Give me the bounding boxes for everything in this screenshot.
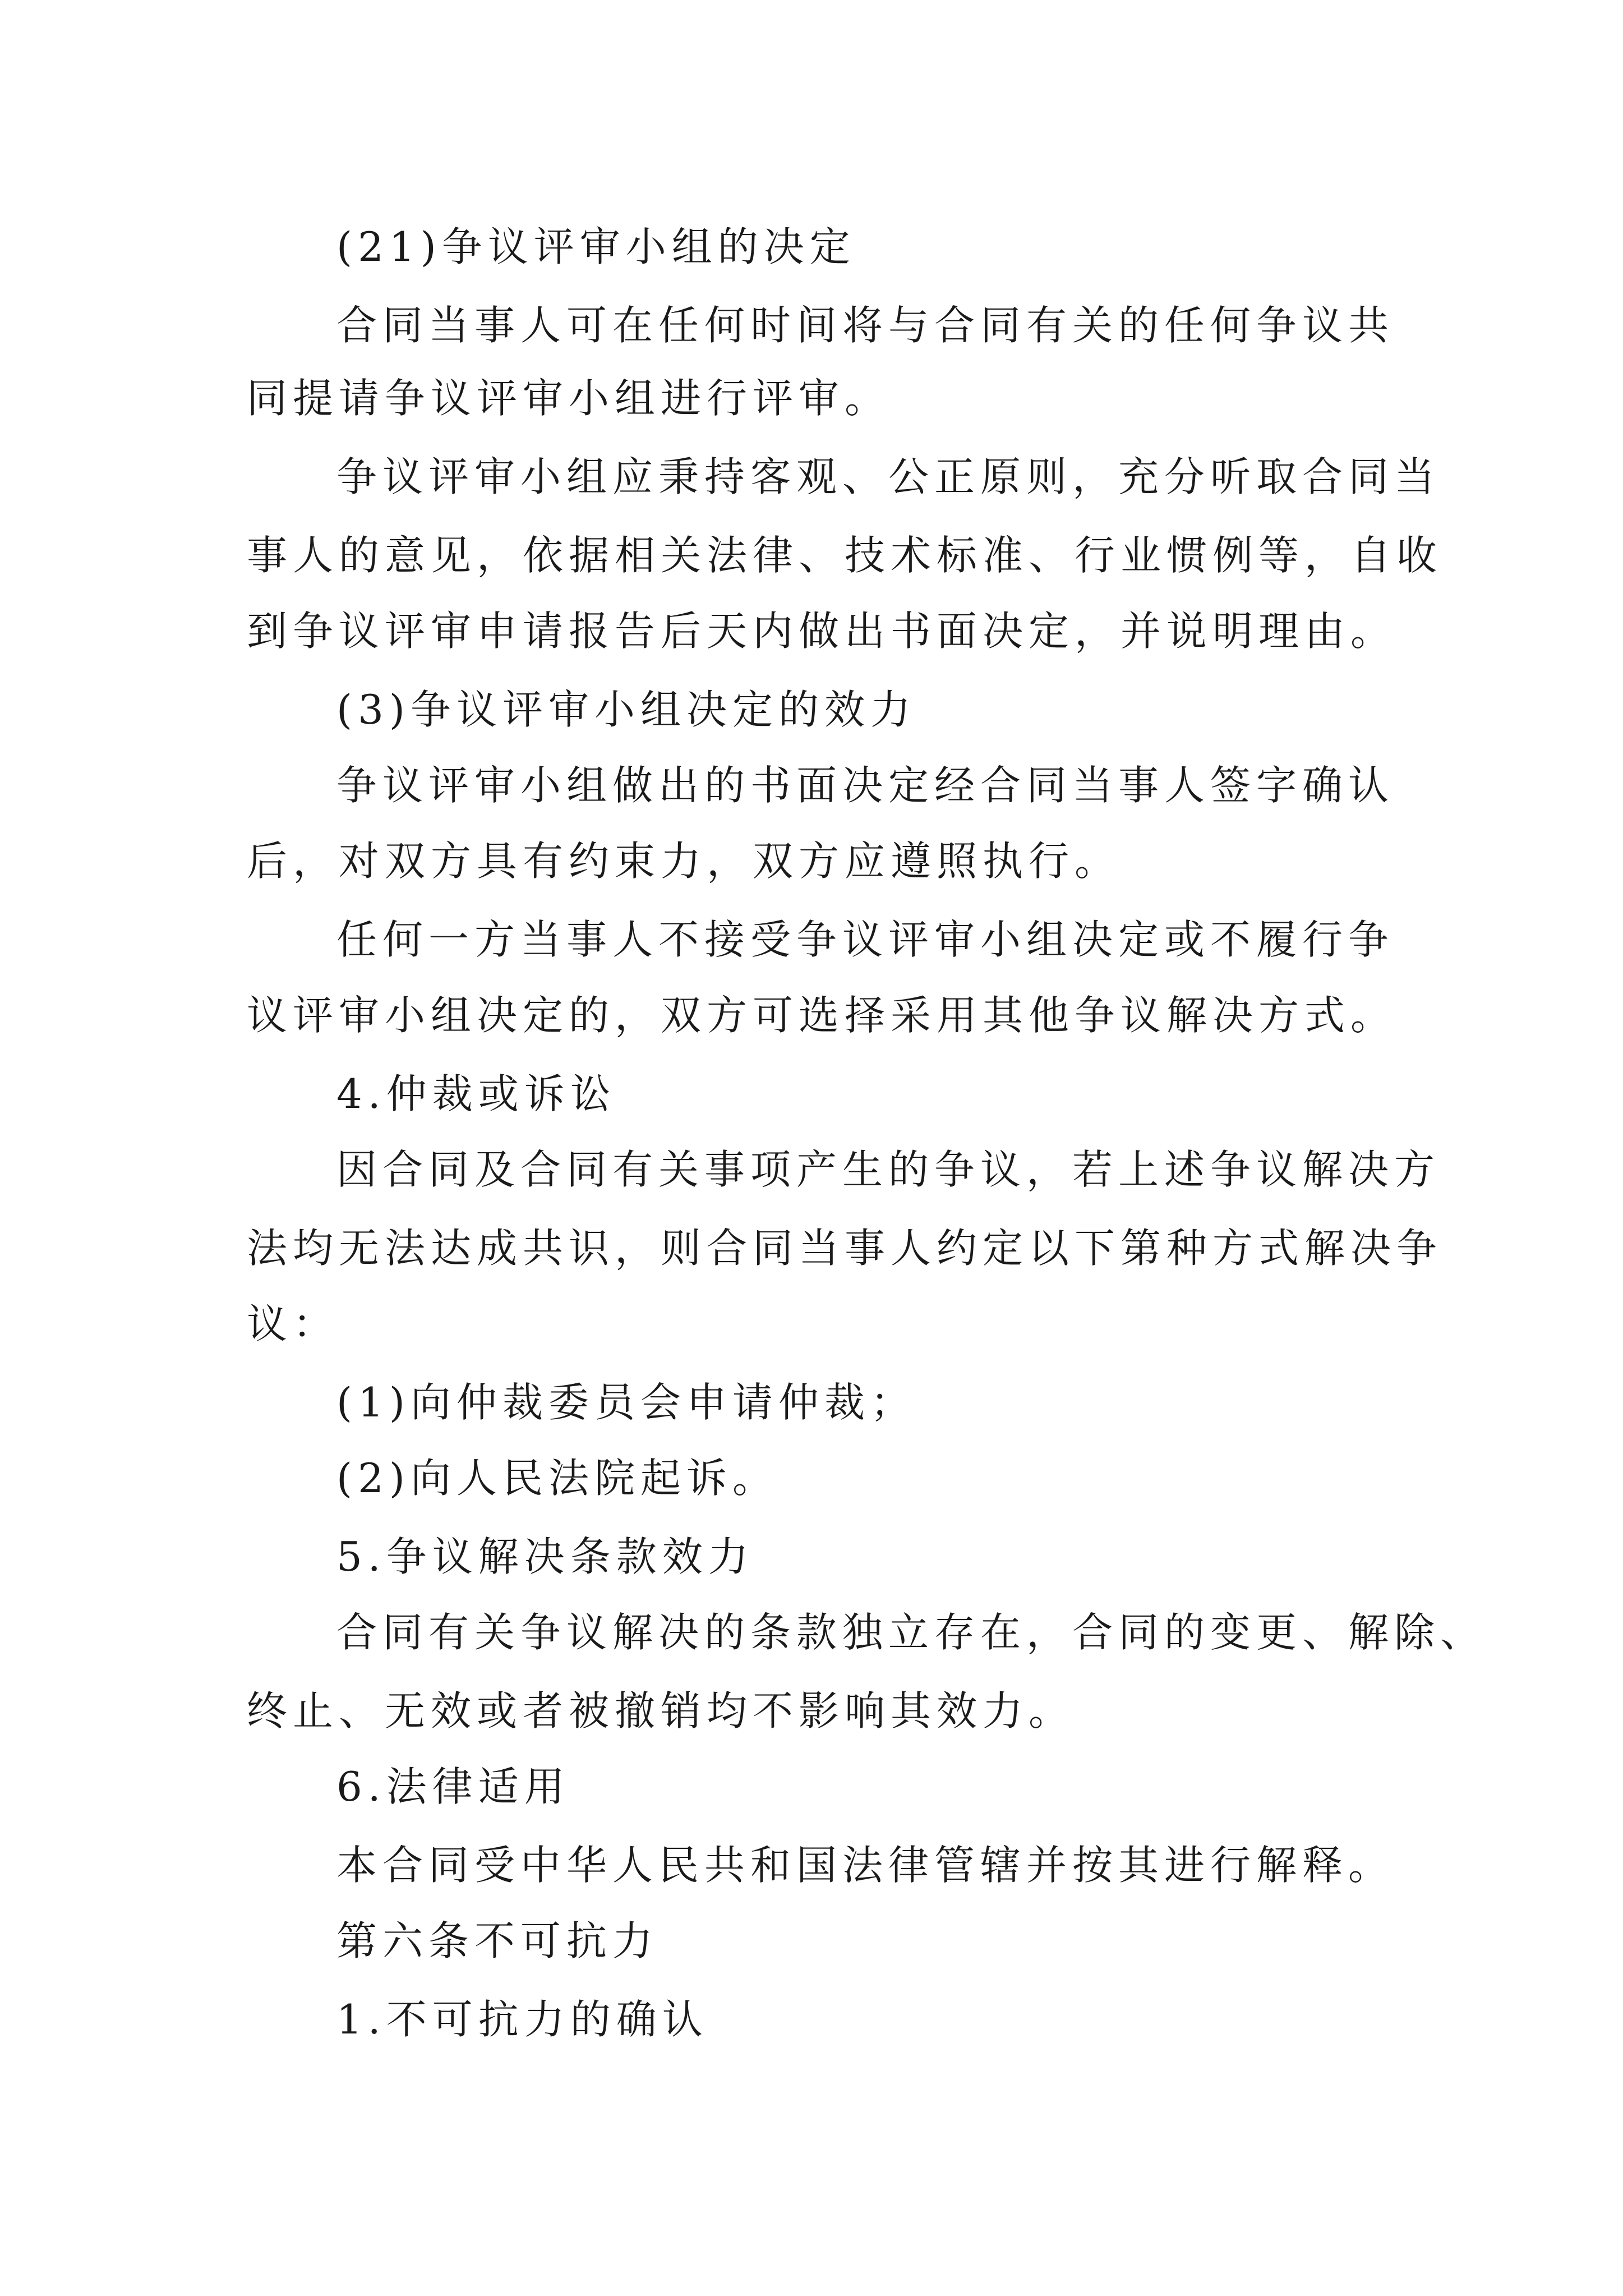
heading-arbitration-litigation: 4.仲裁或诉讼	[336, 1070, 616, 1117]
paragraph-line: 后，对双方具有约束力，双方应遵照执行。	[247, 838, 1121, 885]
heading-article-six: 第六条不可抗力	[336, 1917, 659, 1964]
paragraph-line: 争议评审小组做出的书面决定经合同当事人签字确认	[336, 762, 1395, 809]
heading-decision-effect: (3)争议评审小组决定的效力	[336, 686, 916, 733]
paragraph-line: 议：	[247, 1300, 339, 1347]
heading-dispute-board-decision: (21)争议评审小组的决定	[336, 223, 856, 270]
list-item: (1)向仲裁委员会申请仲裁；	[336, 1379, 916, 1426]
paragraph-line: 合同当事人可在任何时间将与合同有关的任何争议共	[336, 302, 1395, 349]
list-item: (2)向人民法院起诉。	[336, 1455, 778, 1502]
paragraph-line: 到争议评审申请报告后天内做出书面决定，并说明理由。	[247, 608, 1397, 655]
heading-force-majeure-confirmation: 1.不可抗力的确认	[336, 1996, 708, 2043]
paragraph-line: 事人的意见，依据相关法律、技术标准、行业惯例等，自收	[247, 532, 1443, 579]
heading-applicable-law: 6.法律适用	[336, 1763, 570, 1810]
paragraph-line: 合同有关争议解决的条款独立存在，合同的变更、解除、	[336, 1609, 1487, 1656]
paragraph-line: 任何一方当事人不接受争议评审小组决定或不履行争	[336, 916, 1395, 963]
paragraph-line: 本合同受中华人民共和国法律管辖并按其进行解释。	[336, 1842, 1395, 1889]
paragraph-line: 议评审小组决定的，双方可选择采用其他争议解决方式。	[247, 992, 1397, 1039]
paragraph-line: 因合同及合同有关事项产生的争议，若上述争议解决方	[336, 1146, 1441, 1193]
paragraph-line: 争议评审小组应秉持客观、公正原则，充分听取合同当	[336, 453, 1441, 500]
heading-clause-effect: 5.争议解决条款效力	[336, 1533, 754, 1580]
paragraph-line: 法均无法达成共识，则合同当事人约定以下第种方式解决争	[247, 1225, 1443, 1272]
paragraph-line: 终止、无效或者被撤销均不影响其效力。	[247, 1687, 1075, 1734]
paragraph-line: 同提请争议评审小组进行评审。	[247, 375, 891, 422]
